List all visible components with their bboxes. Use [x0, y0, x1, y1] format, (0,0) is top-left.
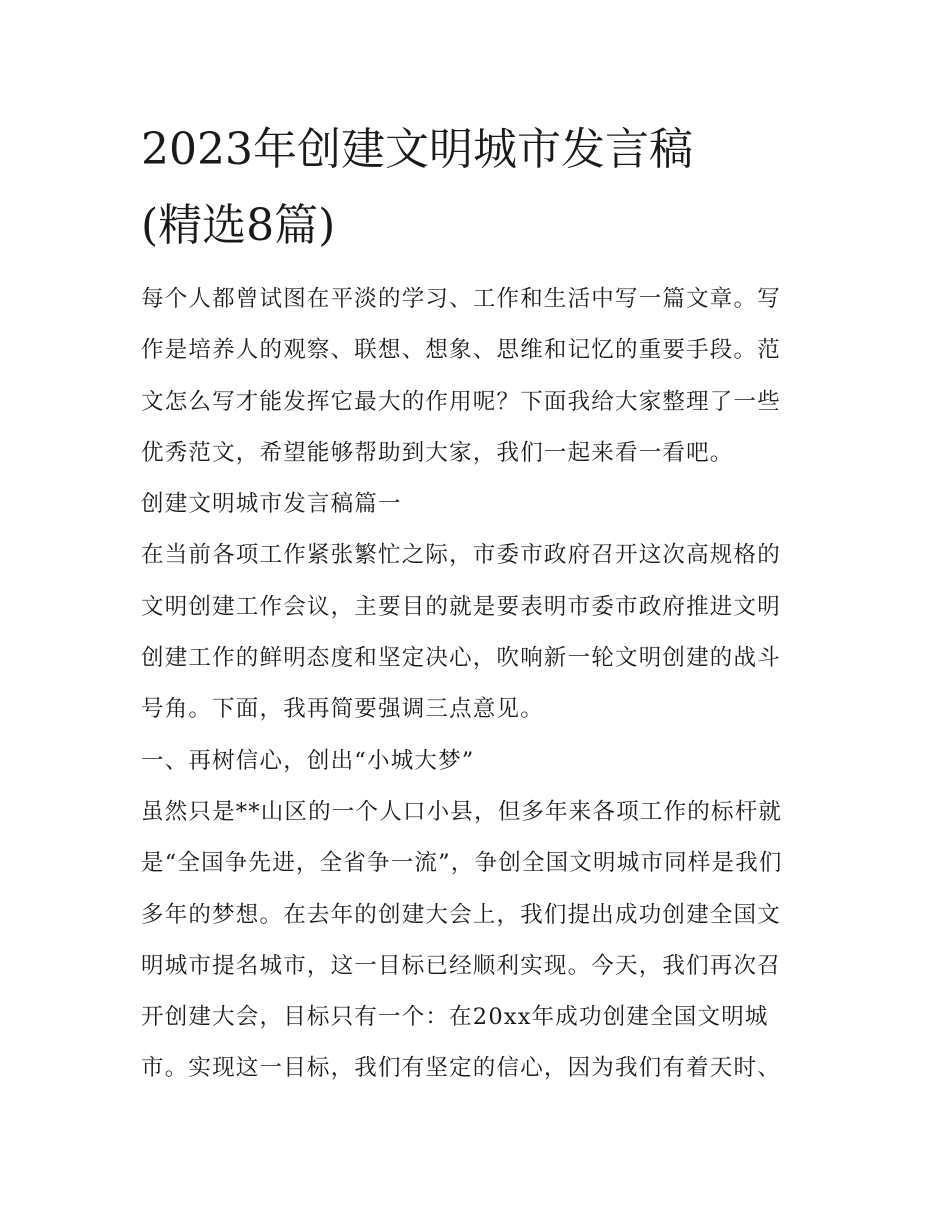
intro-line-2: 作是培养人的观察、联想、想象、思维和记忆的重要手段。范 [141, 337, 781, 364]
paragraph-line: 创建工作的鲜明态度和坚定决心，吹响新一轮文明创建的战斗 [141, 645, 781, 672]
title-line-2: (精选8篇) [141, 200, 336, 251]
paragraph-line: 是“全国争先进，全省争一流”，争创全国文明城市同样是我们 [141, 850, 783, 877]
document-content [141, 112, 813, 1095]
paragraph-line: 多年的梦想。在去年的创建大会上，我们提出成功创建全国文 [141, 901, 781, 928]
paragraph-line: 虽然只是**山区的一个人口小县，但多年来各项工作的标杆就 [141, 798, 783, 825]
document-title [141, 112, 813, 264]
document-body [141, 274, 813, 1095]
paragraph-line: 在当前各项工作紧张繁忙之际，市委市政府召开这次高规格的 [141, 542, 781, 569]
paragraph-line: 号角。下面，我再简要强调三点意见。 [141, 696, 544, 723]
intro-line-1: 每个人都曾试图在平淡的学习、工作和生活中写一篇文章。写 [141, 286, 781, 312]
intro-line-4: 优秀范文，希望能够帮助到大家，我们一起来看一看吧。 [141, 439, 734, 466]
paragraph-line: 开创建大会，目标只有一个：在20xx年成功创建全国文明城 [141, 1004, 769, 1031]
title-line-1: 2023年创建文明城市发言稿 [141, 124, 693, 175]
intro-line-3: 文怎么写才能发挥它最大的作用呢？下面我给大家整理了一些 [141, 388, 781, 415]
paragraph-line: 市。实现这一目标，我们有坚定的信心，因为我们有着天时、 [141, 1055, 781, 1082]
subsection-heading: 一、再树信心，创出“小城大梦” [141, 747, 475, 774]
section-heading: 创建文明城市发言稿篇一 [141, 491, 402, 518]
paragraph-line: 文明创建工作会议，主要目的就是要表明市委市政府推进文明 [141, 593, 781, 620]
paragraph-line: 明城市提名城市，这一目标已经顺利实现。今天，我们再次召 [141, 952, 781, 979]
